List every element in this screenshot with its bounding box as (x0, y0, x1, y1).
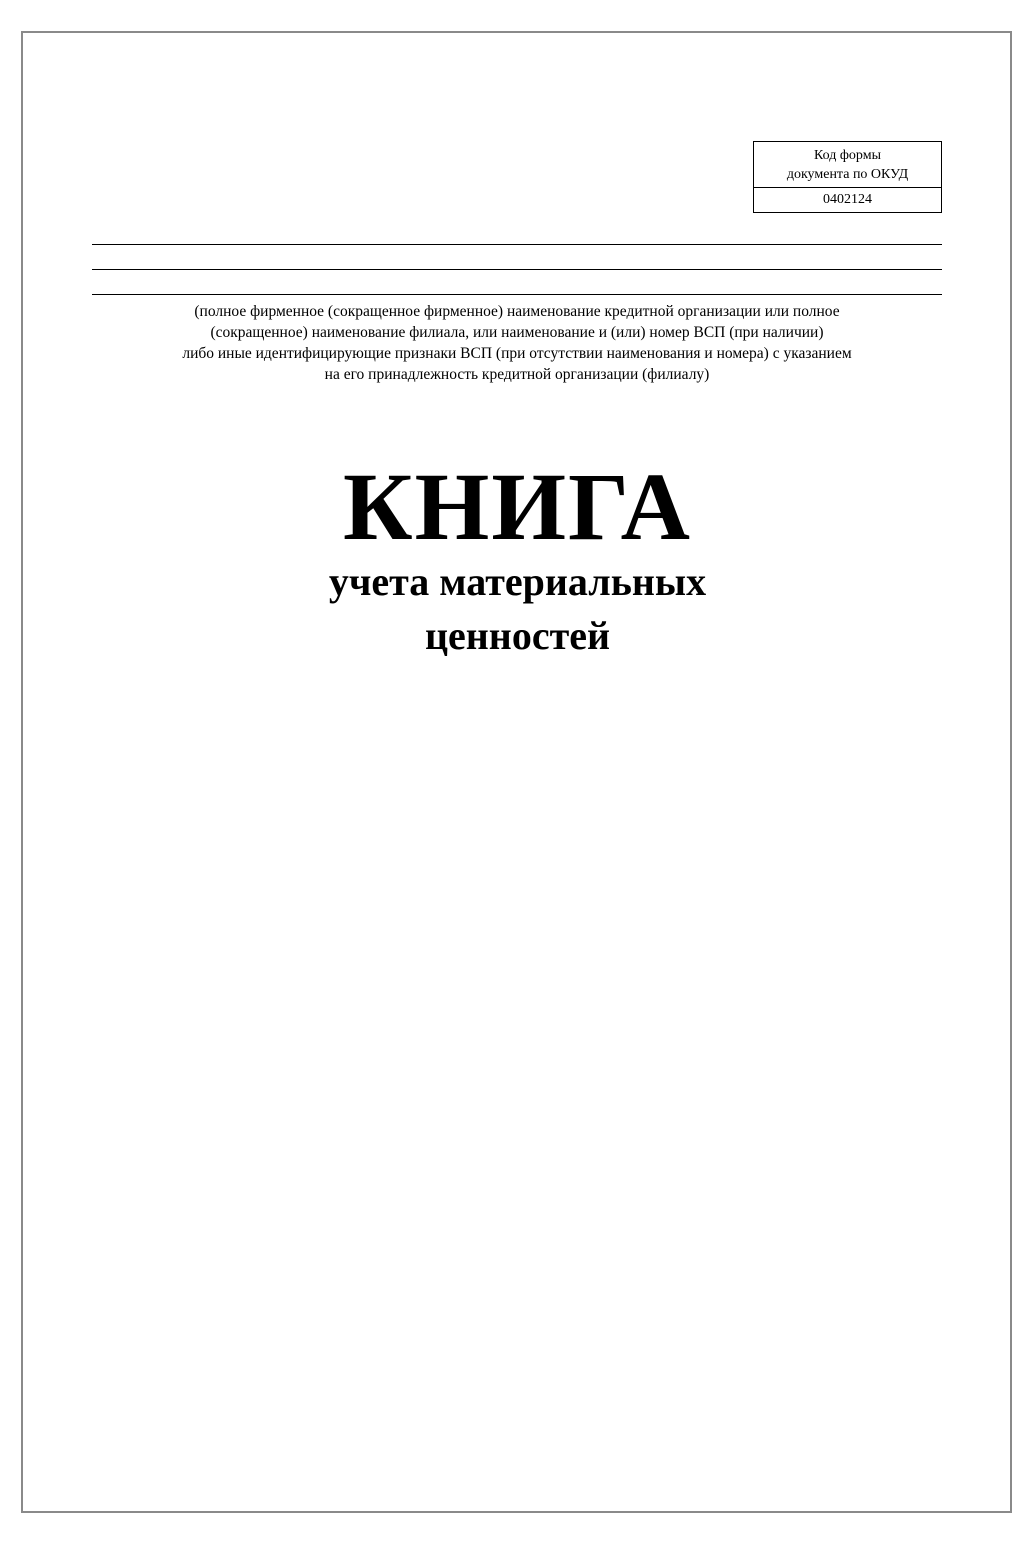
subtitle-line-2: ценностей (424, 613, 611, 658)
caption-line-2: (сокращенное) наименование филиала, или наименование и (или) номер ВСП (при наличии) (210, 324, 824, 341)
subtitle-line-1: учета материальных (328, 559, 707, 604)
okud-label-line-1: Код формы (814, 148, 881, 163)
organization-name-line-1 (92, 244, 942, 245)
okud-code-value: 0402124 (823, 192, 872, 207)
caption-line-4: на его принадлежность кредитной организации (филиалу) (324, 366, 710, 383)
organization-name-caption (92, 301, 942, 385)
okud-code-box (753, 141, 942, 213)
okud-label (754, 142, 941, 188)
organization-name-line-3 (92, 294, 942, 295)
book-subtitle (0, 555, 1035, 663)
book-title: КНИГА (343, 453, 692, 560)
organization-name-line-2 (92, 269, 942, 270)
caption-line-1: (полное фирменное (сокращенное фирменное) наименование кредитной организации или полное (194, 303, 840, 320)
caption-line-3: либо иные идентифицирующие признаки ВСП (при отсутствии наименования и номера) с указанием (182, 345, 852, 362)
okud-label-line-2: документа по ОКУД (786, 167, 909, 182)
document-page (21, 31, 1012, 1513)
